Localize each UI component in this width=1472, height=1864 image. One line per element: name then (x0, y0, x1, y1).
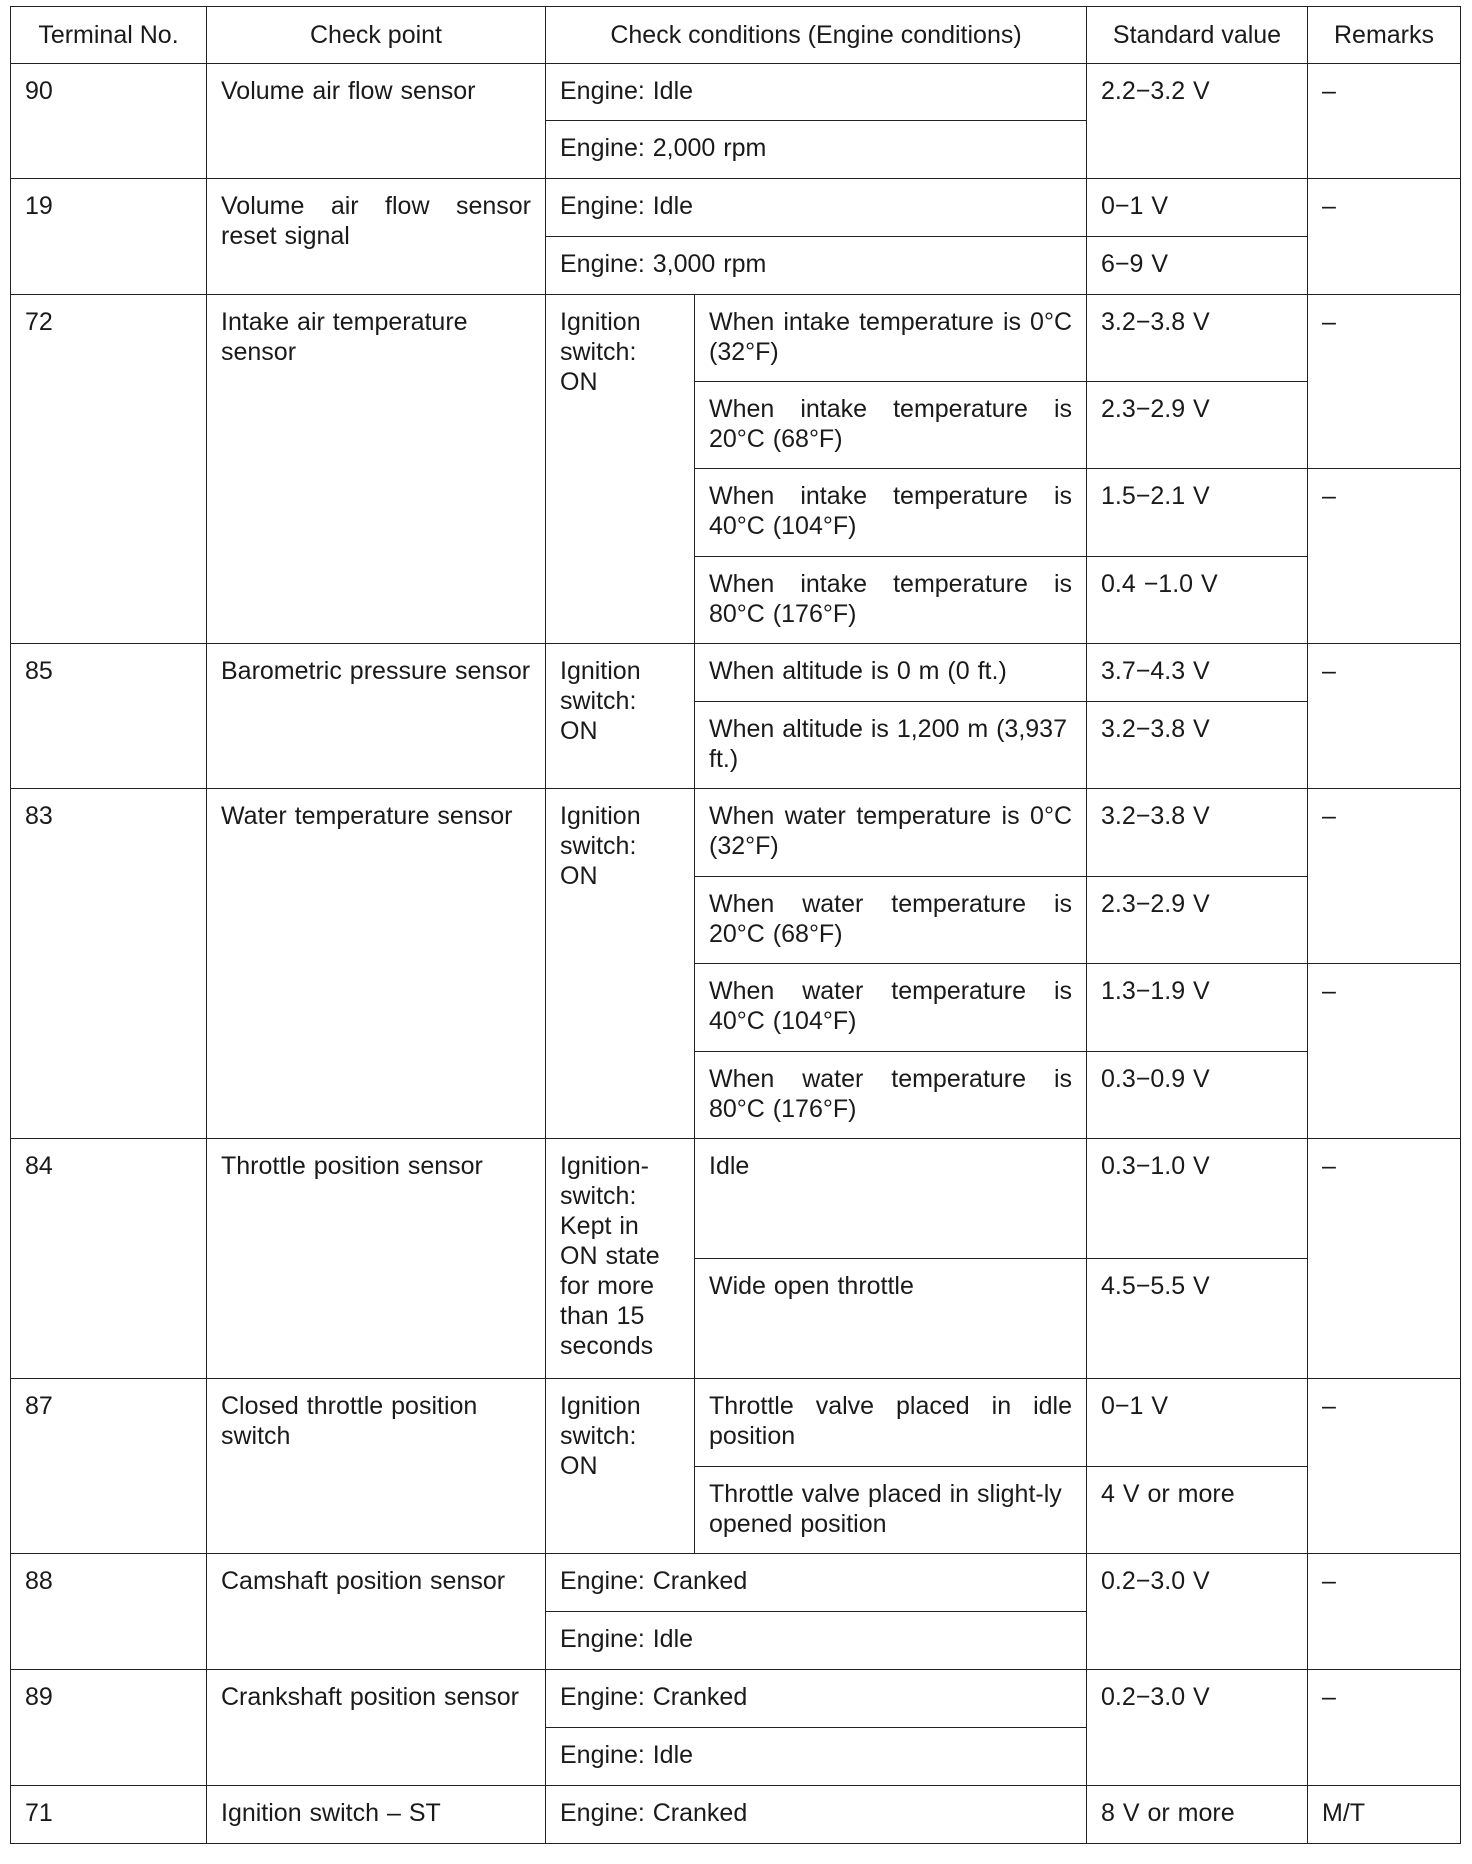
terminal-no: 84 (11, 1139, 207, 1379)
standard-value: 0.4 −1.0 V (1087, 557, 1308, 644)
remark: – (1308, 964, 1461, 1139)
standard-value: 3.7−4.3 V (1087, 644, 1308, 702)
check-condition: When intake temperature is 0°C (32°F) (695, 295, 1087, 382)
remark: – (1308, 1379, 1461, 1554)
remark: – (1308, 179, 1461, 295)
check-point: Water temperature sensor (207, 789, 546, 1139)
standard-value: 1.5−2.1 V (1087, 469, 1308, 557)
table-row (11, 789, 1461, 877)
check-condition: When altitude is 0 m (0 ft.) (695, 644, 1087, 702)
table-row (11, 64, 1461, 121)
header-terminal-no: Terminal No. (11, 7, 207, 64)
remark: – (1308, 644, 1461, 789)
standard-value: 3.2−3.8 V (1087, 702, 1308, 789)
check-point: Crankshaft position sensor (207, 1670, 546, 1786)
check-point: Camshaft position sensor (207, 1554, 546, 1670)
check-point: Volume air flow sensor reset signal (207, 179, 546, 295)
standard-value: 6−9 V (1087, 237, 1308, 295)
remark: M/T (1308, 1786, 1461, 1844)
check-condition: When intake temperature is 20°C (68°F) (695, 382, 1087, 469)
check-condition: When altitude is 1,200 m (3,937 ft.) (695, 702, 1087, 789)
check-condition: When intake temperature is 80°C (176°F) (695, 557, 1087, 644)
standard-value: 4 V or more (1087, 1467, 1308, 1554)
header-check-conditions: Check conditions (Engine conditions) (546, 7, 1087, 64)
terminal-no: 19 (11, 179, 207, 295)
check-condition: Throttle valve placed in slight-ly opened position (695, 1467, 1087, 1554)
check-condition: Engine: Idle (546, 64, 1087, 121)
table-row (11, 179, 1461, 237)
check-condition: Wide open throttle (695, 1259, 1087, 1379)
standard-value: 0.3−0.9 V (1087, 1052, 1308, 1139)
table-row (11, 1670, 1461, 1728)
check-condition: Engine: 2,000 rpm (546, 121, 1087, 179)
terminal-no: 87 (11, 1379, 207, 1554)
terminal-no: 89 (11, 1670, 207, 1786)
standard-value: 2.3−2.9 V (1087, 877, 1308, 964)
check-condition: When water temperature is 40°C (104°F) (695, 964, 1087, 1052)
terminal-check-table (10, 6, 1461, 1844)
check-point: Barometric pressure sensor (207, 644, 546, 789)
ignition-condition: Ignition switch: ON (546, 1379, 695, 1554)
check-condition: Throttle valve placed in idle position (695, 1379, 1087, 1467)
check-point: Volume air flow sensor (207, 64, 546, 179)
table-row (11, 1786, 1461, 1844)
terminal-no: 88 (11, 1554, 207, 1670)
table-row (11, 295, 1461, 382)
check-condition: Engine: Idle (546, 1612, 1087, 1670)
standard-value: 0.2−3.0 V (1087, 1670, 1308, 1786)
terminal-no: 85 (11, 644, 207, 789)
table-row (11, 1379, 1461, 1467)
ignition-condition: Ignition switch: ON (546, 295, 695, 644)
ignition-condition: Ignition-switch: Kept in ON state for more than 15 seconds (546, 1139, 695, 1379)
remark: – (1308, 469, 1461, 644)
check-condition: Engine: Idle (546, 179, 1087, 237)
standard-value: 1.3−1.9 V (1087, 964, 1308, 1052)
table-header-row (11, 7, 1461, 64)
terminal-no: 83 (11, 789, 207, 1139)
ignition-condition: Ignition switch: ON (546, 644, 695, 789)
check-condition: When water temperature is 0°C (32°F) (695, 789, 1087, 877)
check-point: Throttle position sensor (207, 1139, 546, 1379)
remark: – (1308, 789, 1461, 964)
standard-value: 3.2−3.8 V (1087, 295, 1308, 382)
check-point: Closed throttle position switch (207, 1379, 546, 1554)
standard-value: 2.2−3.2 V (1087, 64, 1308, 179)
check-condition: When intake temperature is 40°C (104°F) (695, 469, 1087, 557)
remark: – (1308, 64, 1461, 179)
standard-value: 0−1 V (1087, 179, 1308, 237)
ignition-condition: Ignition switch: ON (546, 789, 695, 1139)
terminal-no: 72 (11, 295, 207, 644)
standard-value: 2.3−2.9 V (1087, 382, 1308, 469)
terminal-no: 90 (11, 64, 207, 179)
check-condition: Engine: Cranked (546, 1786, 1087, 1844)
check-condition: Engine: Idle (546, 1728, 1087, 1786)
remark: – (1308, 295, 1461, 469)
header-check-point: Check point (207, 7, 546, 64)
standard-value: 3.2−3.8 V (1087, 789, 1308, 877)
header-remarks: Remarks (1308, 7, 1461, 64)
remark: – (1308, 1554, 1461, 1670)
remark: – (1308, 1139, 1461, 1379)
check-point: Intake air temperature sensor (207, 295, 546, 644)
document-page (10, 6, 1460, 1844)
header-standard-value: Standard value (1087, 7, 1308, 64)
check-condition: Engine: Cranked (546, 1554, 1087, 1612)
standard-value: 0.2−3.0 V (1087, 1554, 1308, 1670)
check-condition: When water temperature is 20°C (68°F) (695, 877, 1087, 964)
standard-value: 8 V or more (1087, 1786, 1308, 1844)
remark: – (1308, 1670, 1461, 1786)
check-condition: When water temperature is 80°C (176°F) (695, 1052, 1087, 1139)
table-row (11, 1139, 1461, 1259)
standard-value: 0−1 V (1087, 1379, 1308, 1467)
check-point: Ignition switch – ST (207, 1786, 546, 1844)
table-row (11, 1554, 1461, 1612)
standard-value: 4.5−5.5 V (1087, 1259, 1308, 1379)
standard-value: 0.3−1.0 V (1087, 1139, 1308, 1259)
check-condition: Engine: 3,000 rpm (546, 237, 1087, 295)
check-condition: Idle (695, 1139, 1087, 1259)
check-condition: Engine: Cranked (546, 1670, 1087, 1728)
terminal-no: 71 (11, 1786, 207, 1844)
table-row (11, 644, 1461, 702)
